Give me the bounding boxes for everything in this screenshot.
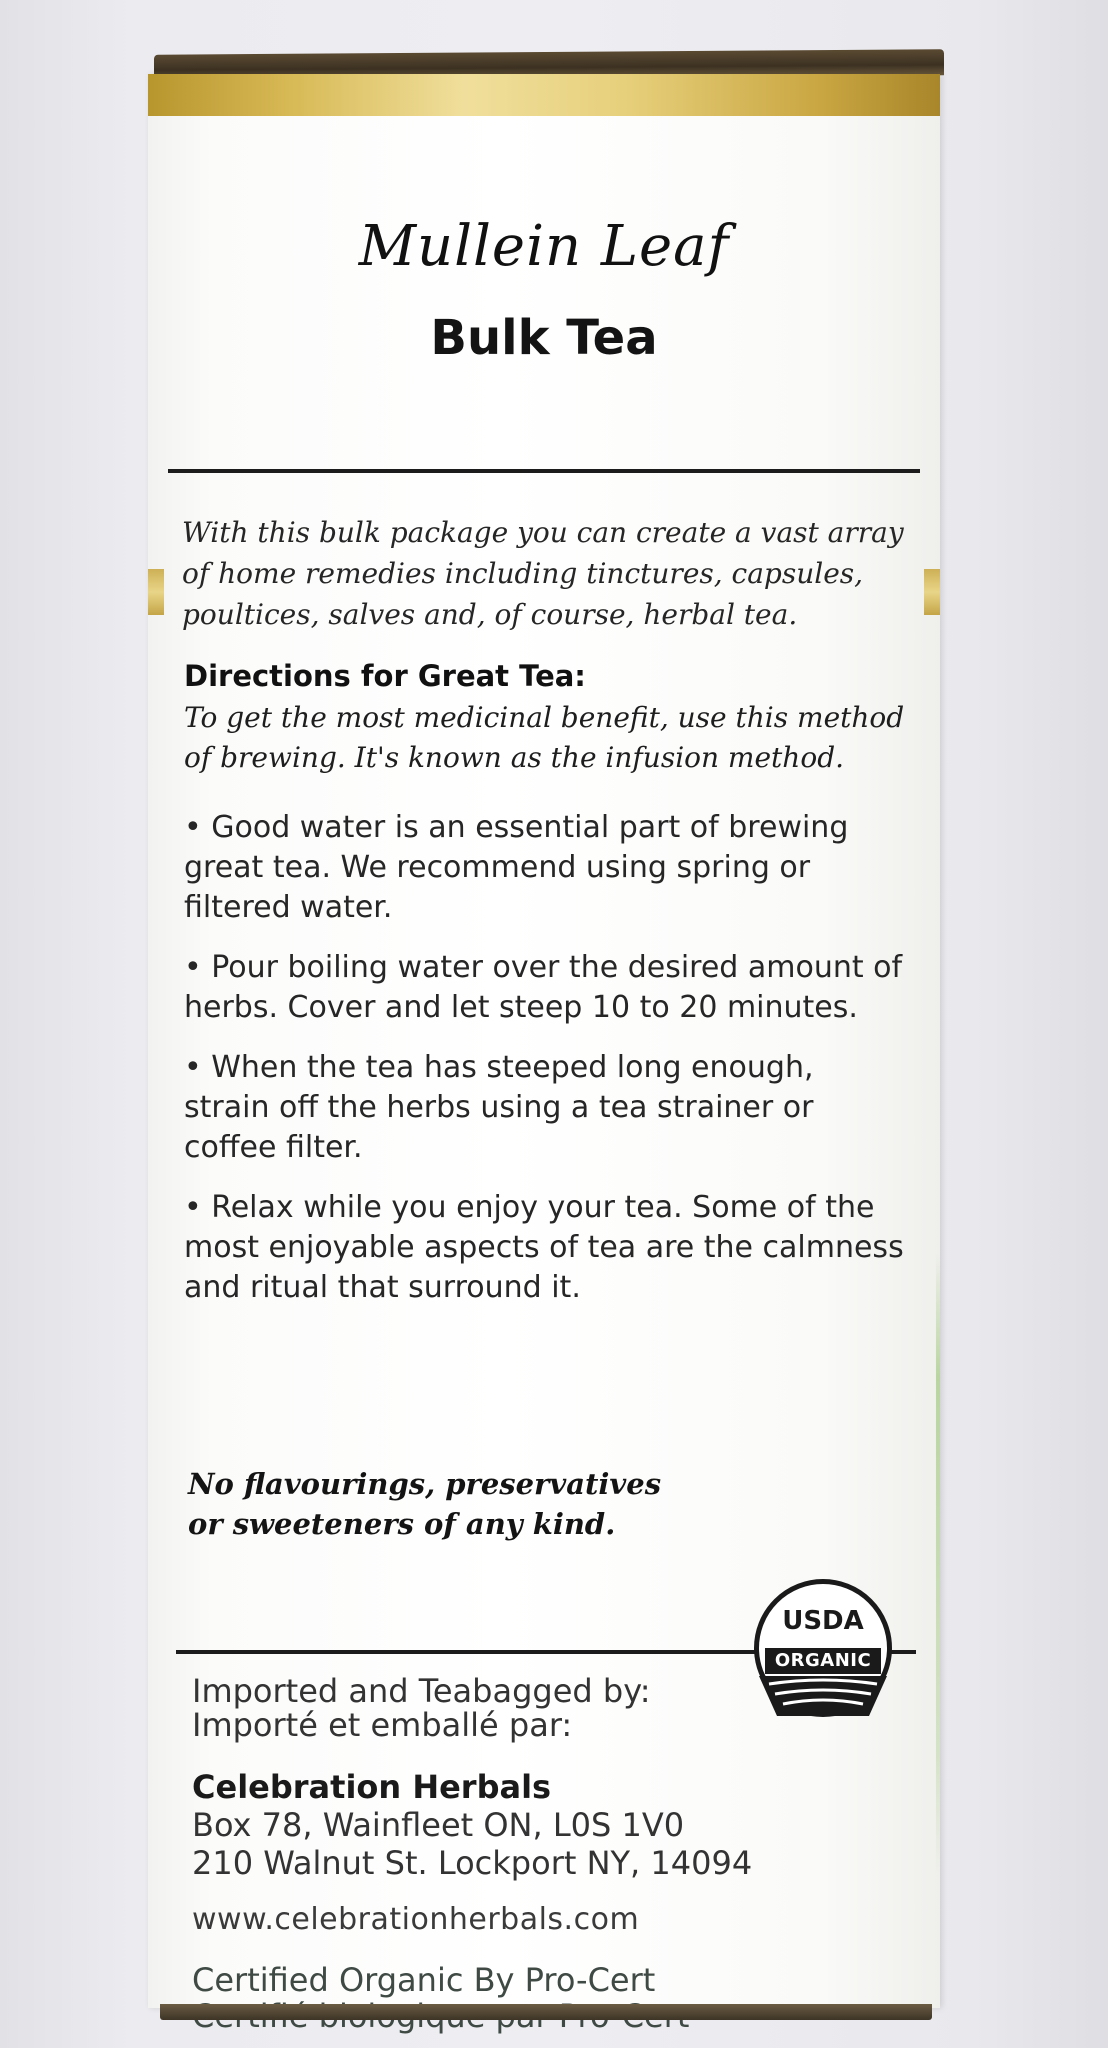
- list-item: • Pour boiling water over the desired amount of herbs. Cover and let steep 10 to 20 minutes.: [184, 950, 903, 1025]
- directions-subheading: To get the most medicinal benefit, use this method of brewing. It's known as the infusion method.: [184, 701, 905, 774]
- product-name: Mullein Leaf: [358, 214, 730, 279]
- gold-accent-left: [148, 569, 164, 615]
- list-item: • Good water is an essential part of brewing great tea. We recommend using spring or filtered water.: [184, 810, 849, 925]
- note-line-1: No flavourings, preservatives: [188, 1467, 662, 1501]
- usda-organic-seal: [754, 1579, 892, 1717]
- importer-label: [192, 1674, 651, 1742]
- no-additives-note: [188, 1464, 888, 1544]
- company-website: www.celebrationherbals.com: [192, 1902, 640, 1937]
- box-bottom-edge: [160, 2004, 932, 2020]
- gold-accent-right: [924, 569, 940, 615]
- usda-seal-band: ORGANIC: [765, 1648, 881, 1674]
- product-type: Bulk Tea: [430, 310, 658, 366]
- list-item: • When the tea has steeped long enough, strain off the herbs using a tea strainer or coffee filter.: [184, 1050, 814, 1165]
- address-line-2: 210 Walnut St. Lockport NY, 14094: [192, 1844, 753, 1882]
- green-edge: [936, 1254, 940, 1874]
- directions-heading: Directions for Great Tea:: [184, 659, 586, 693]
- usda-seal-top: USDA: [782, 1606, 864, 1636]
- divider-top: [168, 469, 920, 473]
- list-item: • Relax while you enjoy your tea. Some of the most enjoyable aspects of tea are the calmness and ritual that surround it.: [184, 1190, 904, 1305]
- address-line-1: Box 78, Wainfleet ON, L0S 1V0: [192, 1806, 685, 1844]
- tea-box-side-panel: [148, 74, 940, 2008]
- certification: [192, 1962, 689, 2034]
- company-address: [192, 1806, 752, 1882]
- importer-label-fr: Importé et emballé par:: [192, 1706, 573, 1744]
- certification-en: Certified Organic By Pro-Cert: [192, 1961, 656, 1999]
- directions-list: [184, 808, 904, 1328]
- gold-band: [148, 74, 940, 116]
- company-name: Celebration Herbals: [192, 1768, 552, 1806]
- field-icon: [759, 1676, 887, 1716]
- note-line-2: or sweeteners of any kind.: [188, 1507, 616, 1541]
- importer-label-en: Imported and Teabagged by:: [192, 1672, 651, 1710]
- intro-text: With this bulk package you can create a vast array of home remedies including tinctures, capsules, poultices, salves and, of course, herbal tea.: [182, 516, 904, 631]
